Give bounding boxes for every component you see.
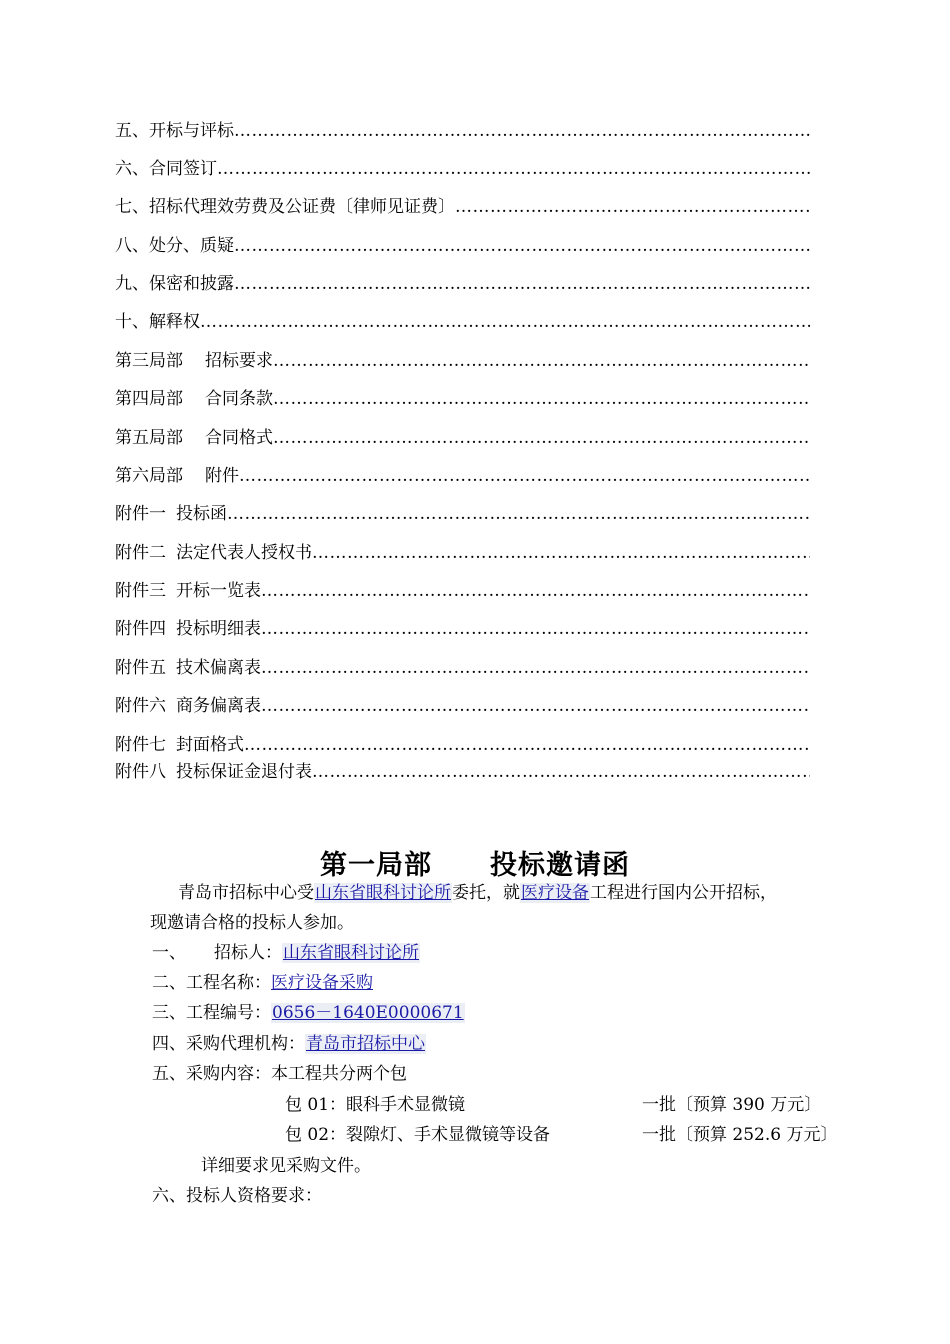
toc-entry-number: 第六局部 [115,466,183,485]
toc-entry-label: 封面格式 [176,735,244,754]
toc-entry[interactable] [115,691,810,715]
toc-entry-label: 合同格式 [205,428,273,447]
toc-leader-dots [273,351,810,370]
toc-entry[interactable] [115,730,810,754]
toc-entry[interactable] [115,538,810,562]
toc-entry-label: 解释权 [149,312,200,331]
toc-leader-dots [217,159,810,178]
package-name: 包 01：眼科手术显微镜 [285,1095,466,1115]
intro-text: 委托，就 [452,883,520,903]
toc-entry-number: 九、 [115,274,149,293]
project-code-row [152,1001,465,1025]
toc-entry[interactable] [115,423,810,447]
toc-leader-dots [234,236,810,255]
toc-entry[interactable] [115,384,810,408]
detail-note: 详细要求见采购文件。 [201,1156,371,1176]
toc-leader-dots [234,274,810,293]
toc-entry-number: 附件一 [115,504,166,523]
toc-entry-label: 开标与评标 [149,121,234,140]
intro-text: 工程进行国内公开招标， [590,883,777,903]
toc-entry[interactable] [115,231,810,255]
toc-entry-number: 附件二 [115,543,166,562]
toc-entry-number: 第四局部 [115,389,183,408]
toc-entry-label: 技术偏离表 [176,658,261,677]
toc-entry[interactable] [115,154,810,178]
toc-entry-number: 六、 [115,159,149,178]
intro-line-2: 现邀请合格的投标人参加。 [150,913,354,933]
toc-entry-number: 附件八 [115,762,166,781]
toc-leader-dots [261,581,810,600]
toc-leader-dots [200,312,810,331]
toc-entry[interactable] [115,499,810,523]
content-row: 五、采购内容：本工程共分两个包 [152,1064,407,1084]
toc-entry[interactable] [115,269,810,293]
item-number: 一、 [152,943,186,963]
item-label: 三、工程编号： [152,1003,271,1023]
toc-entry-label: 投标函 [176,504,227,523]
toc-entry[interactable] [115,757,810,781]
toc-entry-label: 商务偏离表 [176,696,261,715]
toc-entry-number: 五、 [115,121,149,140]
toc-leader-dots [227,504,810,523]
agency-row [152,1032,426,1056]
toc-entry-label: 开标一览表 [176,581,261,600]
toc-leader-dots [273,428,810,447]
agency-link[interactable]: 青岛市招标中心 [306,1034,425,1054]
package-quantity: 一批〔预算 390 万元〕 [642,1095,822,1115]
toc-entry-number: 七、 [115,197,149,216]
qualification-heading: 六、投标人资格要求： [152,1186,322,1206]
toc-leader-dots [312,762,810,781]
toc-entry-label: 法定代表人授权书 [176,543,312,562]
toc-entry-label: 招标要求 [205,351,273,370]
package-quantity: 一批〔预算 252.6 万元〕 [642,1125,838,1145]
toc-entry[interactable] [115,116,810,140]
toc-entry-number: 八、 [115,236,149,255]
section-part: 第一局部 [320,850,432,881]
item-label: 四、采购代理机构： [152,1034,305,1054]
toc-entry[interactable] [115,346,810,370]
toc-entry-number: 第三局部 [115,351,183,370]
tenderer-row [152,941,420,965]
toc-leader-dots [261,658,810,677]
item-label: 招标人： [214,943,282,963]
item-label: 二、工程名称： [152,973,271,993]
toc-entry[interactable] [115,192,810,216]
toc-entry-label: 投标保证金退付表 [176,762,312,781]
toc-leader-dots [239,466,810,485]
tenderer-link[interactable]: 山东省眼科讨论所 [283,943,419,963]
toc-entry-label: 合同条款 [205,389,273,408]
toc-entry-number: 附件三 [115,581,166,600]
intro-text: 青岛市招标中心受 [178,883,314,903]
toc-entry-label: 保密和披露 [149,274,234,293]
project-name-link[interactable]: 医疗设备采购 [271,973,373,993]
toc-entry[interactable] [115,653,810,677]
project-link[interactable]: 医疗设备 [521,883,589,903]
toc-entry-number: 附件五 [115,658,166,677]
toc-entry-number: 十、 [115,312,149,331]
toc-entry[interactable] [115,461,810,485]
toc-leader-dots [455,197,810,216]
section-heading: 投标邀请函 [490,850,630,881]
toc-entry-number: 附件四 [115,619,166,638]
project-code-link[interactable]: 0656－1640E0000671 [272,1003,464,1023]
client-link[interactable]: 山东省眼科讨论所 [315,883,451,903]
toc-entry-label: 投标明细表 [176,619,261,638]
package-name: 包 02：裂隙灯、手术显微镜等设备 [285,1125,551,1145]
toc-entry-number: 第五局部 [115,428,183,447]
toc-entry[interactable] [115,576,810,600]
toc-entry-label: 合同签订 [149,159,217,178]
toc-leader-dots [312,543,810,562]
toc-entry-number: 附件六 [115,696,166,715]
toc-entry[interactable] [115,307,810,331]
toc-entry-label: 招标代理效劳费及公证费〔律师见证费〕 [149,197,455,216]
toc-leader-dots [261,696,810,715]
toc-entry[interactable] [115,614,810,638]
toc-entry-label: 处分、质疑 [149,236,234,255]
toc-leader-dots [273,389,810,408]
project-name-row [152,971,373,995]
toc-leader-dots [234,121,810,140]
toc-leader-dots [244,735,810,754]
section-title [0,843,950,882]
toc-leader-dots [261,619,810,638]
toc-entry-number: 附件七 [115,735,166,754]
intro-paragraph [178,881,777,905]
toc-entry-label: 附件 [205,466,239,485]
